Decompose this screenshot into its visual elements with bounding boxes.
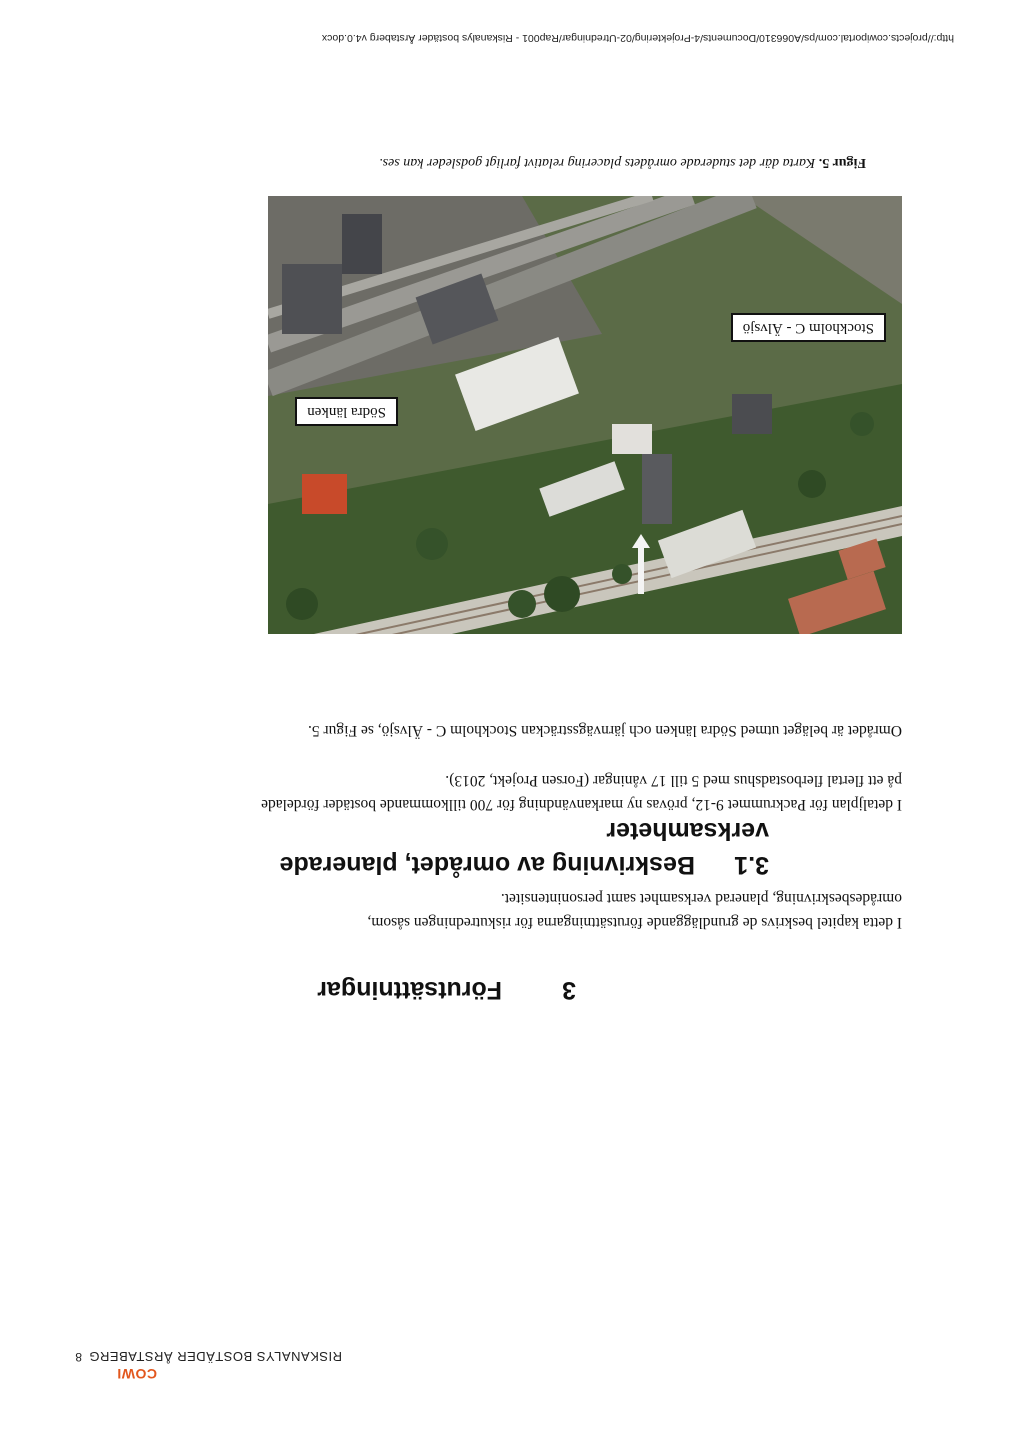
figure-caption-label: Figur 5.: [818, 155, 866, 170]
aerial-map-image: [268, 196, 902, 634]
section-3-1-title: Beskrivning av området, planerade verksamheter: [279, 817, 769, 879]
chapter-intro-paragraph: I detta kapitel beskrivs de grundläggande förutsättningarna för riskutredningen såsom, områdesbeskrivning, planerad verksamhet samt personintensitet.: [367, 890, 902, 931]
chapter-3-title: Förutsättningar: [317, 976, 502, 1004]
detailed-plan-paragraph: I detaljplan för Packrummet 9-12, prövas ny markanvändning för 700 tillkommande bostäder fördelade på ett flertal flerbostadshus med 5 till 17 våningar (Forsen Projekt, 2013).: [261, 772, 902, 813]
location-paragraph: Området är beläget utmed Södra länken och järnvägssträckan Stockholm C - Älvsjö, se Figur 5.: [307, 722, 902, 739]
chapter-3-number: 3: [562, 976, 576, 1004]
figure-caption: [166, 154, 866, 170]
page-number: 8: [75, 1350, 82, 1364]
section-3-1-number: 3.1: [734, 851, 769, 879]
chapter-3-heading: [246, 975, 576, 1004]
cowi-logo: COWI: [116, 1366, 157, 1382]
figure-caption-text: Karta där det studerade områdets placering relativt farligt godsleder kan ses.: [379, 155, 819, 170]
footer-report-title: RISKANALYS BOSTÄDER ÅRSTABERG: [88, 1349, 342, 1364]
map-label-road: Södra länken: [295, 397, 398, 426]
map-label-railway: Stockholm C - Älvsjö: [731, 313, 886, 342]
section-3-1-heading: [249, 814, 769, 882]
file-path-header: http://projects.cowiportal.com/ps/A066310/Documents/4-Projektering/02-Utredningar/Rap001 - Riskanalys bostäder Årstaberg v4.0.docx: [321, 32, 954, 44]
